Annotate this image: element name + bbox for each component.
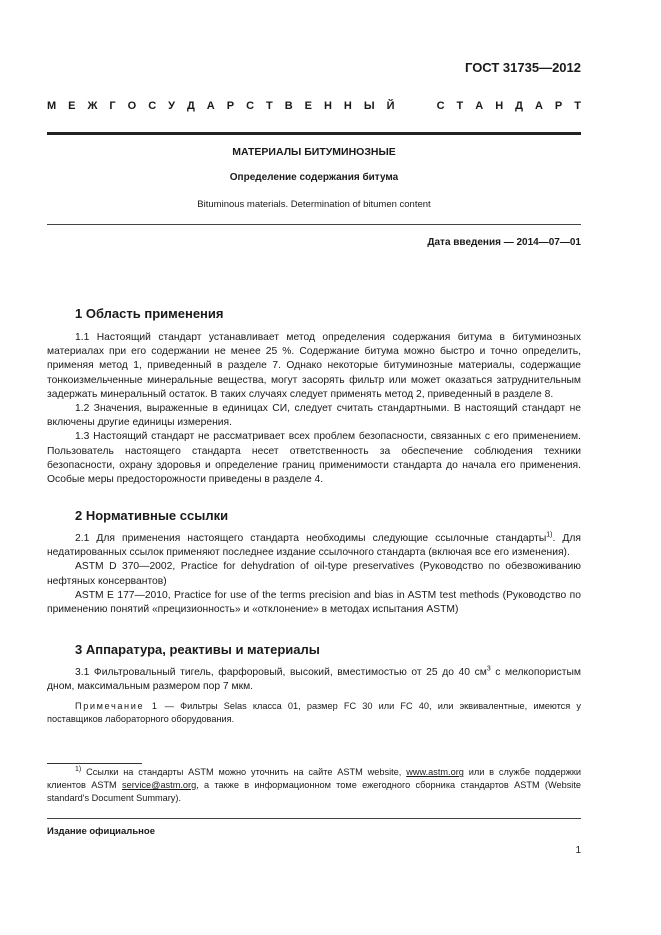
banner-letter: С: [246, 100, 255, 112]
banner-letter: Г: [109, 100, 116, 112]
note-text: — Фильтры Selas класса 01, размер FC 30 или FC 40, или эквивалентные, имеются у поставщиков лабораторного оборудования.: [47, 701, 581, 725]
document-subtitle: Определение содержания битума: [229, 172, 399, 183]
banner-letter: О: [127, 100, 137, 112]
banner-letter: Д: [515, 100, 523, 112]
footnote-divider: [47, 763, 142, 764]
page-number: 1: [575, 845, 581, 856]
document-title: МАТЕРИАЛЫ БИТУМИНОЗНЫЕ: [232, 146, 396, 158]
footnote-text-1: Ссылки на стандарты ASTM можно уточнить на сайте ASTM website,: [81, 767, 407, 777]
astm-website-link[interactable]: www.astm.org: [406, 767, 464, 777]
header-divider: [47, 132, 581, 135]
footnote: [47, 766, 581, 804]
banner-letter: Р: [554, 100, 563, 112]
footnote-ref[interactable]: 1): [546, 531, 553, 539]
banner-letter: А: [534, 100, 543, 112]
banner-letter: Н: [343, 100, 352, 112]
banner-letter: [407, 100, 410, 112]
banner-letter: С: [148, 100, 157, 112]
banner-letter: Т: [574, 100, 581, 112]
banner-letter: Т: [456, 100, 464, 112]
paragraph-1-1: 1.1 Настоящий стандарт устанавливает метод определения содержания битума в битуминозных материалах при его содержании не менее 25 %. Содержание битума можно быстро и точно определить, применяя метод 1, приведенный в разделе 7. Однако некоторые битуминозные материалы, содержащие тонкоизмельченные минеральные вещества, могут засорять фильтр или может оказаться затруднительным задержать минеральный остаток. В таких случаях следует применять метод 2, приведенный в разделе 8.: [47, 332, 581, 400]
english-title: Bituminous materials. Determination of bitumen content: [197, 199, 431, 210]
title-divider: [47, 224, 581, 225]
paragraph-2-1-text: 2.1 Для применения настоящего стандарта необходимы следующие ссылочные стандарты: [75, 533, 547, 544]
section-2-heading: 2 Нормативные ссылки: [75, 508, 229, 523]
paragraph-3-1-text: 3.1 Фильтровальный тигель, фарфоровый, высокий, вместимостью от 25 до 40 см: [75, 667, 487, 678]
banner-letter: Е: [68, 100, 76, 112]
banner-letter: Н: [495, 100, 504, 112]
official-edition-label: Издание официальное: [47, 826, 155, 837]
banner-letter: Й: [386, 100, 395, 112]
paragraph-2-1: [47, 532, 581, 560]
note-1: [47, 700, 581, 726]
section-1-body: [47, 331, 581, 487]
reference-astm-e177: ASTM E 177—2010, Practice for use of the terms precision and bias in ASTM test methods (Руководство по применению понятий «прецизионность» и «отклонение» в методах испытания ASTM): [47, 589, 581, 616]
footnote-marker: 1): [75, 765, 82, 773]
note-label: Примечание 1: [75, 701, 159, 712]
banner-letter: Т: [266, 100, 273, 112]
section-1-heading: 1 Область применения: [75, 306, 224, 321]
banner-letter: А: [475, 100, 484, 112]
paragraph-1-2: 1.2 Значения, выраженные в единицах СИ, следует считать стандартными. В настоящий стандарт не включены другие единицы измерения.: [47, 403, 581, 429]
section-2-body: [47, 532, 581, 617]
banner-letter: Н: [323, 100, 332, 112]
banner-letter: М: [47, 100, 57, 112]
paragraph-2-1-tail: . Для недатированных ссылок применяют последнее издание ссылочного стандарта (включая все его изменения).: [47, 533, 581, 559]
superscript-3: 3: [486, 665, 491, 673]
banner-letter: [422, 100, 425, 112]
banner-letter: Е: [304, 100, 312, 112]
banner-letter: Д: [186, 100, 195, 112]
footer-divider: [47, 818, 581, 819]
banner-letter: В: [284, 100, 293, 112]
paragraph-3-1: [47, 666, 581, 694]
footnote-text-2: или в службе поддержки клиентов ASTM: [47, 767, 582, 790]
banner-letter: А: [206, 100, 215, 112]
banner-letter: С: [436, 100, 445, 112]
astm-service-email-link[interactable]: service@astm.org: [122, 779, 197, 790]
footnote-text-3: , а также в информационном томе ежегодного сборника стандартов ASTM (Website standard's Document Summary).: [47, 779, 581, 803]
reference-astm-d370: ASTM D 370—2002, Practice for dehydration of oil-type preservatives (Руководство по обезвоживанию нефтяных консервантов): [47, 561, 581, 587]
banner-letter: Ж: [87, 100, 98, 112]
standard-code: ГОСТ 31735—2012: [465, 60, 581, 75]
interstate-standard-banner: [47, 100, 581, 112]
section-3-body: [47, 666, 581, 726]
effective-date: Дата введения — 2014—07—01: [427, 237, 581, 248]
banner-letter: Ы: [363, 100, 375, 112]
section-3-heading: 3 Аппаратура, реактивы и материалы: [75, 642, 320, 657]
paragraph-1-3: 1.3 Настоящий стандарт не рассматривает всех проблем безопасности, связанных с его применением. Пользователь настоящего стандарта несет ответственность за обеспечение соблюдения техники безопасности, охрану здоровья и определение границ применимости стандарта до начала его применения. Особые меры предосторожности приведены в разделе 4.: [47, 431, 581, 486]
banner-letter: У: [168, 100, 175, 112]
banner-letter: Р: [226, 100, 235, 112]
paragraph-3-1-tail: с мелкопористым дном, максимальным размером пор 7 мкм.: [47, 667, 581, 693]
